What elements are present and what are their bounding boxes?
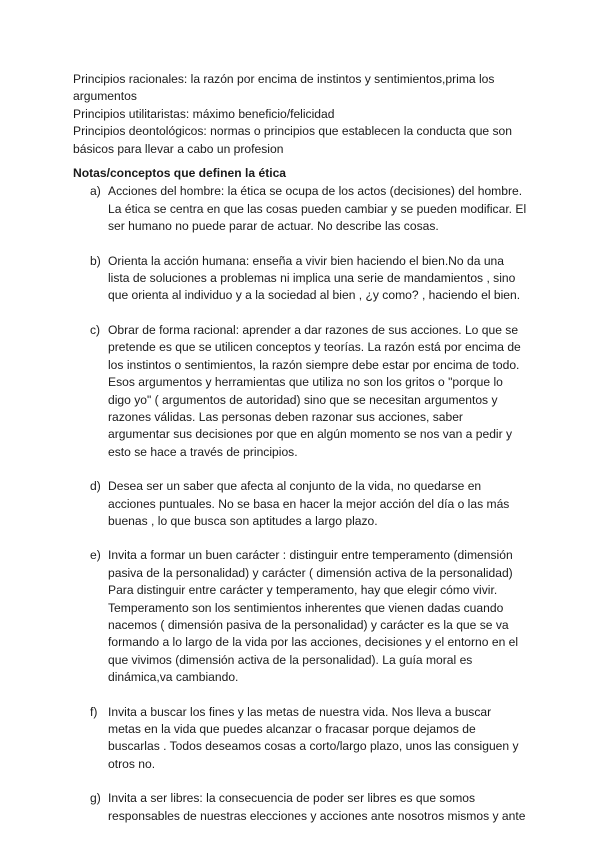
list-marker: g) — [90, 791, 101, 806]
ethics-list — [73, 183, 533, 825]
list-item-f — [73, 704, 533, 774]
list-item-text: Obrar de forma racional: aprender a dar razones de sus acciones. Lo que se pretende es que se utilicen conceptos y teorías. La razón está por encima de los instintos o sentimientos, la razón siempre debe estar por encima de todo. Esos argumentos y herramientas que utiliza no son los gritos o "porque lo digo yo" ( argumentos de autoridad) sino que se necesitan argumentos y razones válidas. Las personas deben razonar sus acciones, saber argumentar sus decisiones por que en algún momento se nos van a pedir y esto se hace a través de principios. — [108, 322, 521, 459]
list-item-b — [73, 253, 533, 305]
list-marker: e) — [90, 548, 101, 563]
document-page — [73, 71, 533, 825]
list-item-text: Invita a formar un buen carácter : distinguir entre temperamento (dimensión pasiva de la personalidad) y carácter ( dimensión activa de la personalidad) Para distinguir entre carácter y temperamento, hay que elegir cómo vivir. Temperamento son los sentimientos inherentes que vienen dadas cuando nacemos ( dimensión pasiva de la personalidad) y carácter es la que se va formando a lo largo de la vida por las acciones, decisiones y el entorno en el que vivimos (dimensión activa de la personalidad). La guía moral es dinámica,va cambiando. — [108, 548, 519, 685]
list-item-g — [73, 790, 533, 825]
intro-block — [73, 71, 533, 158]
intro-deontological-principles: Principios deontológicos: normas o principios que establecen la conducta que son básicos para llevar a cabo un profesion — [73, 124, 513, 156]
list-item-d — [73, 478, 533, 530]
list-item-c — [73, 322, 533, 461]
list-marker: b) — [90, 253, 101, 268]
section-title: Notas/conceptos que definen la ética — [73, 166, 287, 181]
list-marker: a) — [90, 184, 101, 199]
list-item-text: Invita a ser libres: la consecuencia de poder ser libres es que somos responsables de nuestras elecciones y acciones ante nosotros mismos y ante — [108, 791, 526, 823]
list-item-e — [73, 547, 533, 686]
list-item-text: Invita a buscar los fines y las metas de nuestra vida. Nos lleva a buscar metas en la vida que puedes alcanzar o fracasar porque dejamos de buscarlas . Todos deseamos cosas a corto/largo plazo, unos las consiguen y otros no. — [108, 704, 519, 771]
list-item-text: Orienta la acción humana: enseña a vivir bien haciendo el bien.No da una lista de soluciones a problemas ni implica una serie de mandamientos , sino que orienta al individuo y a la sociedad al bien , ¿y como? , haciendo el bien. — [108, 253, 521, 303]
list-item-a — [73, 183, 533, 235]
intro-rational-principles: Principios racionales: la razón por encima de instintos y sentimientos,prima los argumentos — [73, 72, 495, 104]
list-item-text: Acciones del hombre: la ética se ocupa de los actos (decisiones) del hombre. La ética se centra en que las cosas pueden cambiar y se pueden modificar. El ser humano no puede parar de actuar. No describe las cosas. — [108, 184, 527, 234]
list-marker: f) — [90, 704, 98, 719]
list-marker: d) — [90, 479, 101, 494]
intro-utilitarian-principles: Principios utilitaristas: máximo beneficio/felicidad — [73, 106, 335, 121]
list-item-text: Desea ser un saber que afecta al conjunto de la vida, no quedarse en acciones puntuales. No se basa en hacer la mejor acción del día o las más buenas , lo que busca son aptitudes a largo plazo. — [108, 479, 510, 528]
list-marker: c) — [90, 322, 101, 337]
